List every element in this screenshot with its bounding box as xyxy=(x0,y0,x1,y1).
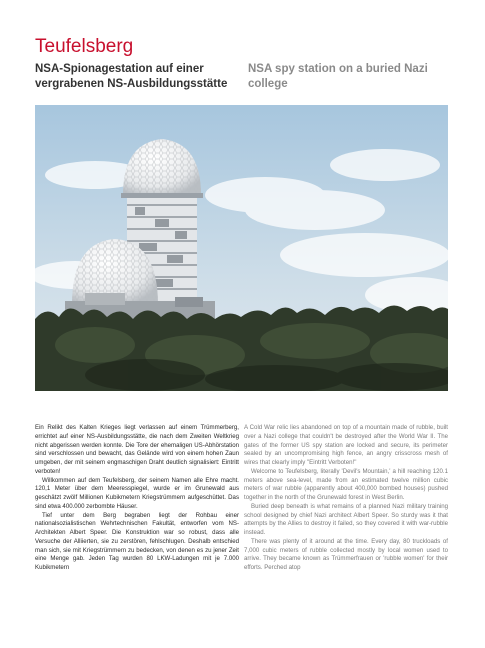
paragraph: A Cold War relic lies abandoned on top of a mountain made of rubble, built over a Nazi college that couldn't be destroyed after the World War II. The gates of the former US spy station are locked and secure, its perimeter sealed by an uncompromising high fence, an angry crisscross mesh of wires that clearly imply "Eintritt Verboten!" xyxy=(244,424,448,466)
body-text-german xyxy=(35,424,239,573)
subtitle-english: NSA spy station on a buried Nazi college xyxy=(248,63,428,90)
paragraph: Welcome to Teufelsberg, literally 'Devil's Mountain,' a hill reaching 120.1 meters above sea-level, made from an estimated twelve million cubic meters of war rubble (apparently about 400,000 bombed houses) pushed together in the north of the Grunewald forest in West Berlin. xyxy=(244,467,448,501)
body-text-english xyxy=(244,424,448,573)
subtitle-german: NSA-Spionagestation auf einer vergrabenen NS-Ausbildungsstätte xyxy=(35,63,228,90)
paragraph: Ein Relikt des Kalten Krieges liegt verlassen auf einem Trümmerberg, errichtet auf einer NS-Ausbildungsstätte, die nach dem Zweiten Weltkrieg nicht abgerissen werden konnte. Die Tore der ehemaligen US-Abhörstation sind verschlossen und bewacht, das Gelände wird von einem hohen Zaun umgeben, der mit seinem engmaschigen Draht deutlich signalisiert: Eintritt verboten! xyxy=(35,424,239,475)
paragraph: There was plenty of it around at the time. Every day, 80 truckloads of 7,000 cubic meters of rubble collected mostly by local women used to arrive. They became known as Trümmerfrauen or 'rubble women' for their efforts. Perched atop xyxy=(244,537,448,571)
page-title: Teufelsberg xyxy=(35,36,134,57)
paragraph: Tief unter dem Berg begraben liegt der Rohbau einer nationalsozialistischen Wehrtechnischen Fakultät, entworfen vom NS-Architekten Albert Speer. Die Konstruktion war so robust, dass alle Versuche der Alliierten, sie zu zerstören, fehlschlugen. Deshalb entschied man sich, sie mit Kriegstrümmern zu bedecken, von denen es zu jener Zeit eine Menge gab. Jeden Tag wurden 80 LKW-Ladungen mit je 7.000 Kubikmetern xyxy=(35,511,239,571)
paragraph: Willkommen auf dem Teufelsberg, der seinem Namen alle Ehre macht. 120,1 Meter über dem Meeresspiegel, wurde er im Grunewald aus geschätzt zwölf Millionen Kubikmetern Kriegstrümmern aufgeschüttet. Das sind etwa 400.000 zerbombte Häuser. xyxy=(35,476,239,510)
teufelsberg-photo xyxy=(35,105,448,391)
paragraph: Buried deep beneath is what remains of a planned Nazi military training school designed by chief Nazi architect Albert Speer. So sturdy was it that attempts by the Allies to destroy it failed, so they covered it with war-rubble instead. xyxy=(244,502,448,536)
